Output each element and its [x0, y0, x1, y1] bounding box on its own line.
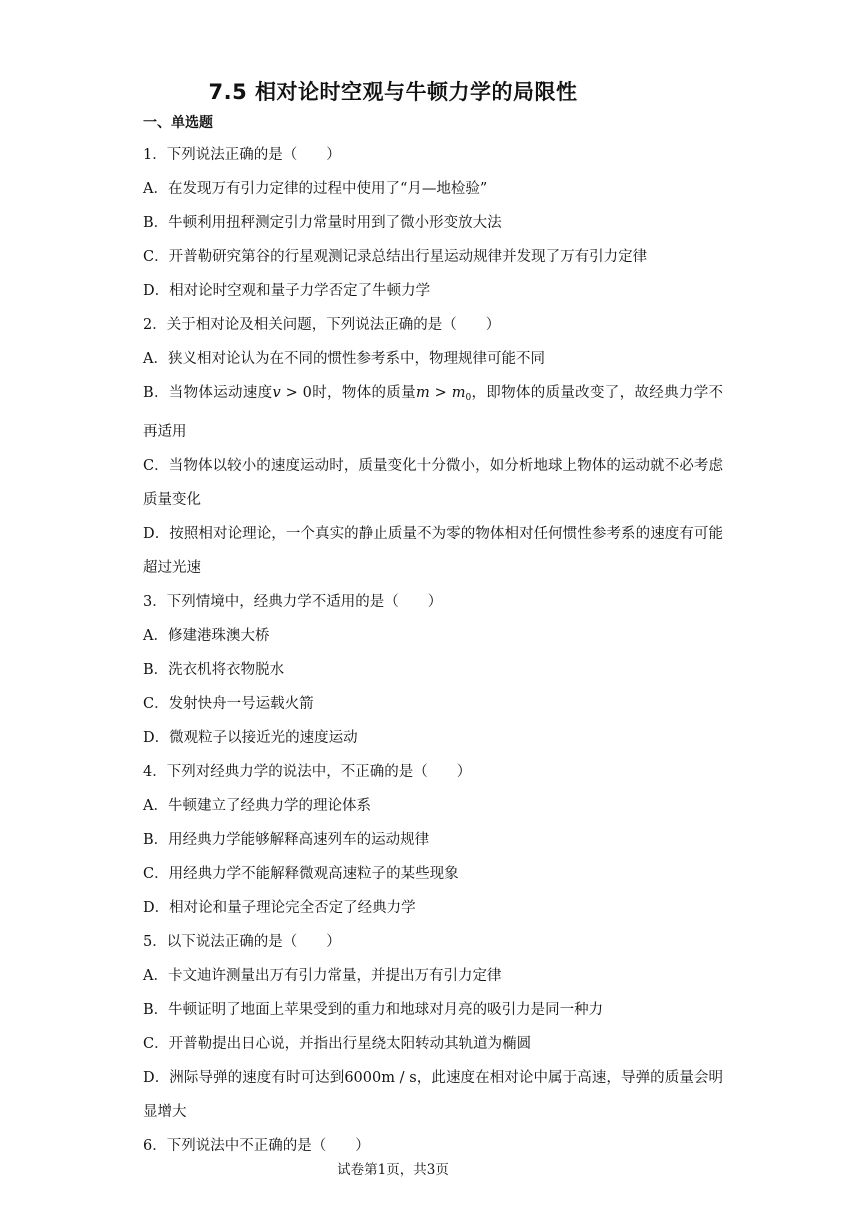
option-b-text-3: ，即物体的质量改变了，故经典力学不再适用 — [143, 385, 724, 440]
question-5-option-c: C．开普勒提出日心说，并指出行星绕太阳转动其轨道为椭圆 — [143, 1036, 532, 1052]
question-2-option-b — [143, 376, 723, 449]
rest-mass-subscript: 0 — [465, 393, 472, 403]
question-4-option-b: B．用经典力学能够解释高速列车的运动规律 — [143, 832, 430, 848]
question-4-stem: 4．下列对经典力学的说法中，不正确的是（ ） — [143, 764, 472, 780]
question-1-option-a: A．在发现万有引力定律的过程中使用了“月—地检验” — [143, 181, 488, 197]
question-3-option-c: C．发射快舟一号运载火箭 — [143, 696, 314, 712]
option-d-text-1: D．洲际导弹的速度有时可达到 — [143, 1070, 345, 1086]
option-b-text-2: 时，物体的质量 — [311, 385, 416, 401]
question-2-option-c: C．当物体以较小的速度运动时，质量变化十分微小，如分析地球上物体的运动就不必考虑质量变化 — [143, 458, 723, 508]
question-3-option-d: D．微观粒子以接近光的速度运动 — [143, 730, 358, 746]
question-6-stem: 6．下列说法中不正确的是（ ） — [143, 1138, 370, 1154]
question-1-option-b: B．牛顿利用扭秤测定引力常量时用到了微小形变放大法 — [143, 215, 502, 231]
question-list — [143, 138, 723, 1163]
option-b-text-1: B．当物体运动速度 — [143, 385, 273, 401]
question-1-stem: 1．下列说法正确的是（ ） — [143, 147, 341, 163]
section-heading: 一、单选题 — [143, 115, 213, 131]
question-1-option-c: C．开普勒研究第谷的行星观测记录总结出行星运动规律并发现了万有引力定律 — [143, 249, 648, 265]
question-3-stem: 3．下列情境中，经典力学不适用的是（ ） — [143, 594, 443, 610]
document-title: 7.5 相对论时空观与牛顿力学的局限性 — [208, 80, 578, 104]
greater-than-sign: > — [429, 385, 452, 401]
page-footer: 试卷第1页，共3页 — [337, 1162, 449, 1178]
inequality-zero: > 0 — [280, 385, 312, 401]
question-2-option-a: A．狭义相对论认为在不同的惯性参考系中，物理规律可能不同 — [143, 351, 545, 367]
mass-symbol: m — [415, 385, 430, 401]
question-5-option-b: B．牛顿证明了地面上苹果受到的重力和地球对月亮的吸引力是同一种力 — [143, 1002, 604, 1018]
velocity-symbol: v — [272, 385, 281, 401]
missile-speed-value: 6000m / s — [344, 1070, 417, 1086]
option-d-text-2: ，此速度在相对论中属于高速，导弹的质量会明显增大 — [143, 1070, 724, 1120]
question-4-option-c: C．用经典力学不能解释微观高速粒子的某些现象 — [143, 866, 459, 882]
question-4-option-a: A．牛顿建立了经典力学的理论体系 — [143, 798, 371, 814]
question-1-option-d: D．相对论时空观和量子力学否定了牛顿力学 — [143, 283, 431, 299]
question-5-option-a: A．卡文迪许测量出万有引力常量，并提出万有引力定律 — [143, 968, 502, 984]
question-2-stem: 2．关于相对论及相关问题，下列说法正确的是（ ） — [143, 317, 501, 333]
question-3-option-b: B．洗衣机将衣物脱水 — [143, 662, 285, 678]
question-3-option-a: A．修建港珠澳大桥 — [143, 628, 270, 644]
question-5-stem: 5．以下说法正确的是（ ） — [143, 934, 341, 950]
question-2-option-d: D．按照相对论理论，一个真实的静止质量不为零的物体相对任何惯性参考系的速度有可能超过光速 — [143, 526, 723, 576]
question-5-option-d — [143, 1061, 723, 1129]
rest-mass-symbol: m — [451, 385, 466, 401]
question-4-option-d: D．相对论和量子理论完全否定了经典力学 — [143, 900, 416, 916]
